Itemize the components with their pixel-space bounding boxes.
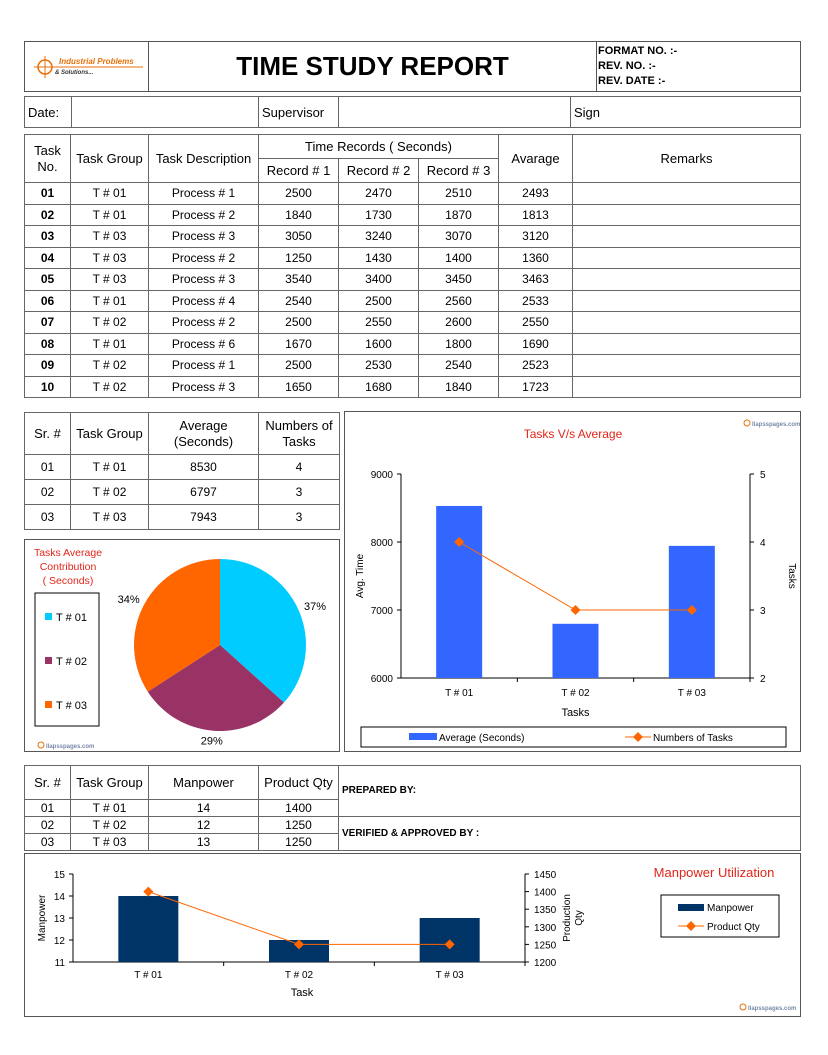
average: 6797 bbox=[149, 480, 259, 505]
y-tick-label: 7000 bbox=[370, 606, 393, 617]
sr-no: 02 bbox=[25, 817, 71, 834]
record-2: 1680 bbox=[339, 376, 419, 398]
logo-line2: & Solutions... bbox=[55, 70, 94, 76]
record-3: 1840 bbox=[419, 376, 499, 398]
legend-swatch bbox=[45, 701, 52, 708]
record-3: 1870 bbox=[419, 204, 499, 226]
logo-line1: Industrial Problems bbox=[59, 57, 134, 66]
th-remarks: Remarks bbox=[573, 135, 801, 183]
watermark-icon bbox=[744, 420, 750, 426]
legend-label: T # 02 bbox=[56, 656, 87, 668]
y2-tick-label: 5 bbox=[760, 470, 766, 481]
y2-axis-label: Tasks bbox=[786, 563, 797, 589]
prepared-by: PREPARED BY: bbox=[339, 766, 801, 817]
pie-percent: 34% bbox=[117, 594, 140, 607]
task-desc: Process # 2 bbox=[149, 247, 259, 269]
remarks-field[interactable] bbox=[573, 269, 801, 291]
record-1: 1840 bbox=[259, 204, 339, 226]
record-2: 2500 bbox=[339, 290, 419, 312]
summary-table bbox=[24, 412, 340, 530]
record-3: 3070 bbox=[419, 226, 499, 248]
task-desc: Process # 3 bbox=[149, 269, 259, 291]
sr-no: 03 bbox=[25, 505, 71, 530]
task-desc: Process # 4 bbox=[149, 290, 259, 312]
table-row bbox=[25, 183, 801, 205]
legend-label: T # 01 bbox=[56, 612, 87, 624]
y2-axis-label: Production bbox=[562, 894, 573, 942]
record-2: 2550 bbox=[339, 312, 419, 334]
table-row bbox=[25, 505, 340, 530]
th-sr: Sr. # bbox=[25, 413, 71, 455]
th-task-group: Task Group bbox=[71, 135, 149, 183]
task-desc: Process # 6 bbox=[149, 333, 259, 355]
average: 1360 bbox=[499, 247, 573, 269]
table-row bbox=[25, 226, 801, 248]
task-no: 02 bbox=[25, 204, 71, 226]
info-row bbox=[24, 96, 801, 128]
table-row bbox=[25, 204, 801, 226]
average: 1813 bbox=[499, 204, 573, 226]
remarks-field[interactable] bbox=[573, 247, 801, 269]
table-row bbox=[25, 269, 801, 291]
time-records-table bbox=[24, 134, 801, 398]
x-tick-label: T # 01 bbox=[134, 970, 163, 981]
th-mp-sr: Sr. # bbox=[25, 766, 71, 800]
average: 1723 bbox=[499, 376, 573, 398]
legend-label: T # 03 bbox=[56, 700, 87, 712]
task-no: 01 bbox=[25, 183, 71, 205]
record-1: 1250 bbox=[259, 247, 339, 269]
task-desc: Process # 1 bbox=[149, 355, 259, 377]
format-no: FORMAT NO. :- bbox=[598, 45, 678, 57]
task-group: T # 03 bbox=[71, 247, 149, 269]
record-2: 3240 bbox=[339, 226, 419, 248]
record-2: 2530 bbox=[339, 355, 419, 377]
legend-swatch bbox=[45, 613, 52, 620]
remarks-field[interactable] bbox=[573, 226, 801, 248]
task-group: T # 01 bbox=[71, 204, 149, 226]
task-group: T # 03 bbox=[71, 505, 149, 530]
y-axis-label: Avg. Time bbox=[355, 553, 366, 599]
y-tick-label: 15 bbox=[53, 870, 65, 881]
sr-no: 03 bbox=[25, 834, 71, 851]
task-group: T # 02 bbox=[71, 376, 149, 398]
chart1-svg bbox=[25, 540, 339, 751]
y-tick-label: 14 bbox=[53, 892, 65, 903]
pie-percent: 37% bbox=[303, 600, 327, 613]
task-group: T # 02 bbox=[71, 480, 149, 505]
task-group: T # 03 bbox=[71, 834, 149, 851]
watermark-icon bbox=[38, 742, 44, 748]
chart-title: Manpower Utilization bbox=[653, 865, 775, 880]
average: 2493 bbox=[499, 183, 573, 205]
record-2: 2470 bbox=[339, 183, 419, 205]
logo bbox=[25, 42, 149, 91]
product-qty: 1250 bbox=[259, 817, 339, 834]
x-axis-label: Tasks bbox=[561, 707, 590, 719]
x-tick-label: T # 03 bbox=[677, 688, 706, 699]
record-3: 3450 bbox=[419, 269, 499, 291]
legend-swatch bbox=[409, 733, 437, 740]
task-group: T # 01 bbox=[71, 455, 149, 480]
legend-label: Average (Seconds) bbox=[439, 733, 525, 744]
task-no: 08 bbox=[25, 333, 71, 355]
y-tick-label: 12 bbox=[53, 936, 65, 947]
watermark-icon bbox=[740, 1004, 746, 1010]
y2-tick-label: 2 bbox=[760, 674, 766, 685]
remarks-field[interactable] bbox=[573, 183, 801, 205]
sr-no: 01 bbox=[25, 455, 71, 480]
series-line bbox=[459, 542, 692, 610]
supervisor-field[interactable] bbox=[339, 97, 571, 128]
pie-title: ( Seconds) bbox=[42, 575, 94, 587]
record-3: 2560 bbox=[419, 290, 499, 312]
task-desc: Process # 3 bbox=[149, 226, 259, 248]
date-field[interactable] bbox=[72, 97, 259, 128]
manpower: 12 bbox=[149, 817, 259, 834]
manpower-chart bbox=[24, 853, 801, 1017]
th-num: Numbers of Tasks bbox=[259, 413, 340, 455]
table-row bbox=[25, 247, 801, 269]
num-tasks: 4 bbox=[259, 455, 340, 480]
verified-by: VERIFIED & APPROVED BY : bbox=[339, 817, 801, 851]
report-title: TIME STUDY REPORT bbox=[149, 42, 597, 91]
sign-label: Sign bbox=[571, 97, 801, 128]
task-no: 06 bbox=[25, 290, 71, 312]
remarks-field[interactable] bbox=[573, 376, 801, 398]
pie-title: Contribution bbox=[39, 561, 97, 573]
record-1: 2500 bbox=[259, 312, 339, 334]
record-3: 2540 bbox=[419, 355, 499, 377]
y2-axis-label: Qty bbox=[574, 910, 585, 926]
num-tasks: 3 bbox=[259, 505, 340, 530]
record-3: 1400 bbox=[419, 247, 499, 269]
task-group: T # 03 bbox=[71, 269, 149, 291]
task-group: T # 01 bbox=[71, 800, 149, 817]
line-point bbox=[143, 887, 153, 897]
rev-no: REV. NO. :- bbox=[598, 60, 656, 72]
average: 2533 bbox=[499, 290, 573, 312]
table-row bbox=[25, 290, 801, 312]
th-time-records: Time Records ( Seconds) bbox=[259, 135, 499, 159]
y2-tick-label: 1350 bbox=[534, 905, 557, 917]
th-avg: Average (Seconds) bbox=[149, 413, 259, 455]
record-1: 1650 bbox=[259, 376, 339, 398]
y-tick-label: 9000 bbox=[370, 470, 393, 481]
bar bbox=[553, 624, 599, 678]
th-record-2: Record # 2 bbox=[339, 159, 419, 183]
th-mp-group: Task Group bbox=[71, 766, 149, 800]
average: 1690 bbox=[499, 333, 573, 355]
date-label: Date: bbox=[25, 97, 72, 128]
average: 7943 bbox=[149, 505, 259, 530]
num-tasks: 3 bbox=[259, 480, 340, 505]
y2-tick-label: 1450 bbox=[534, 870, 557, 881]
report-header bbox=[24, 41, 801, 92]
task-desc: Process # 3 bbox=[149, 376, 259, 398]
legend-label: Product Qty bbox=[707, 922, 760, 933]
product-qty: 1250 bbox=[259, 834, 339, 851]
pie-percent: 29% bbox=[200, 735, 223, 748]
task-group: T # 01 bbox=[71, 183, 149, 205]
table-row bbox=[25, 312, 801, 334]
supervisor-label: Supervisor bbox=[259, 97, 339, 128]
record-3: 2510 bbox=[419, 183, 499, 205]
task-desc: Process # 2 bbox=[149, 204, 259, 226]
watermark: Ilapsspages.com bbox=[748, 1006, 797, 1012]
record-3: 2600 bbox=[419, 312, 499, 334]
table-row bbox=[25, 455, 340, 480]
task-group: T # 02 bbox=[71, 355, 149, 377]
pie-title: Tasks Average bbox=[33, 547, 103, 559]
legend-label: Manpower bbox=[707, 903, 754, 914]
y-axis-label: Manpower bbox=[37, 894, 48, 942]
remarks-field[interactable] bbox=[573, 333, 801, 355]
remarks-field[interactable] bbox=[573, 312, 801, 334]
product-qty: 1400 bbox=[259, 800, 339, 817]
record-1: 2540 bbox=[259, 290, 339, 312]
task-no: 05 bbox=[25, 269, 71, 291]
bar bbox=[436, 506, 482, 678]
task-no: 10 bbox=[25, 376, 71, 398]
table-row bbox=[25, 376, 801, 398]
y2-tick-label: 4 bbox=[760, 538, 766, 549]
x-tick-label: T # 02 bbox=[561, 688, 590, 699]
task-group: T # 02 bbox=[71, 312, 149, 334]
record-1: 3540 bbox=[259, 269, 339, 291]
record-1: 3050 bbox=[259, 226, 339, 248]
task-group: T # 03 bbox=[71, 226, 149, 248]
average: 8530 bbox=[149, 455, 259, 480]
task-no: 04 bbox=[25, 247, 71, 269]
table-row bbox=[25, 355, 801, 377]
average: 3120 bbox=[499, 226, 573, 248]
x-tick-label: T # 01 bbox=[445, 688, 474, 699]
th-group: Task Group bbox=[71, 413, 149, 455]
legend-swatch bbox=[45, 657, 52, 664]
th-record-3: Record # 3 bbox=[419, 159, 499, 183]
task-group: T # 01 bbox=[71, 333, 149, 355]
manpower-table bbox=[24, 765, 801, 851]
line-point bbox=[571, 605, 581, 615]
record-1: 2500 bbox=[259, 183, 339, 205]
sr-no: 01 bbox=[25, 800, 71, 817]
rev-date: REV. DATE :- bbox=[598, 75, 666, 87]
th-average: Avarage bbox=[499, 135, 573, 183]
task-no: 07 bbox=[25, 312, 71, 334]
y-tick-label: 11 bbox=[54, 958, 65, 969]
task-group: T # 01 bbox=[71, 290, 149, 312]
format-info bbox=[598, 44, 798, 89]
chart2-svg bbox=[345, 412, 800, 751]
task-desc: Process # 1 bbox=[149, 183, 259, 205]
record-2: 3400 bbox=[339, 269, 419, 291]
th-mp-manpower: Manpower bbox=[149, 766, 259, 800]
task-desc: Process # 2 bbox=[149, 312, 259, 334]
watermark: Ilapsspages.com bbox=[752, 422, 800, 428]
record-2: 1600 bbox=[339, 333, 419, 355]
sr-no: 02 bbox=[25, 480, 71, 505]
task-no: 03 bbox=[25, 226, 71, 248]
y-tick-label: 8000 bbox=[370, 538, 393, 549]
y2-tick-label: 1250 bbox=[534, 940, 557, 952]
task-group: T # 02 bbox=[71, 817, 149, 834]
th-mp-qty: Product Qty bbox=[259, 766, 339, 800]
pie-chart-panel bbox=[24, 539, 340, 752]
th-task-no: Task No. bbox=[25, 135, 71, 183]
chart-title: Tasks V/s Average bbox=[523, 427, 623, 441]
x-tick-label: T # 03 bbox=[435, 970, 464, 981]
x-tick-label: T # 02 bbox=[284, 970, 314, 981]
y2-tick-label: 3 bbox=[760, 606, 766, 617]
record-3: 1800 bbox=[419, 333, 499, 355]
remarks-field[interactable] bbox=[573, 204, 801, 226]
remarks-field[interactable] bbox=[573, 355, 801, 377]
remarks-field[interactable] bbox=[573, 290, 801, 312]
manpower: 13 bbox=[149, 834, 259, 851]
manpower: 14 bbox=[149, 800, 259, 817]
chart3-svg bbox=[25, 854, 800, 1016]
x-axis-label: Task bbox=[290, 987, 314, 999]
record-2: 1730 bbox=[339, 204, 419, 226]
legend-label: Numbers of Tasks bbox=[653, 733, 733, 744]
y2-tick-label: 1200 bbox=[534, 958, 557, 969]
y2-tick-label: 1300 bbox=[534, 922, 557, 934]
record-1: 1670 bbox=[259, 333, 339, 355]
record-2: 1430 bbox=[339, 247, 419, 269]
bar bbox=[118, 896, 178, 962]
average: 2550 bbox=[499, 312, 573, 334]
y-tick-label: 13 bbox=[53, 914, 65, 925]
legend-swatch bbox=[678, 904, 704, 911]
tasks-vs-average-chart bbox=[344, 411, 801, 752]
watermark: Ilapsspages.com bbox=[46, 744, 95, 750]
table-row bbox=[25, 333, 801, 355]
average: 2523 bbox=[499, 355, 573, 377]
table-row bbox=[25, 480, 340, 505]
task-no: 09 bbox=[25, 355, 71, 377]
y2-tick-label: 1400 bbox=[534, 887, 557, 899]
series-line bbox=[148, 892, 449, 945]
record-1: 2500 bbox=[259, 355, 339, 377]
y-tick-label: 6000 bbox=[370, 674, 393, 685]
logo-mark bbox=[25, 42, 149, 91]
table-row bbox=[25, 817, 801, 834]
th-task-desc: Task Description bbox=[149, 135, 259, 183]
average: 3463 bbox=[499, 269, 573, 291]
th-record-1: Record # 1 bbox=[259, 159, 339, 183]
